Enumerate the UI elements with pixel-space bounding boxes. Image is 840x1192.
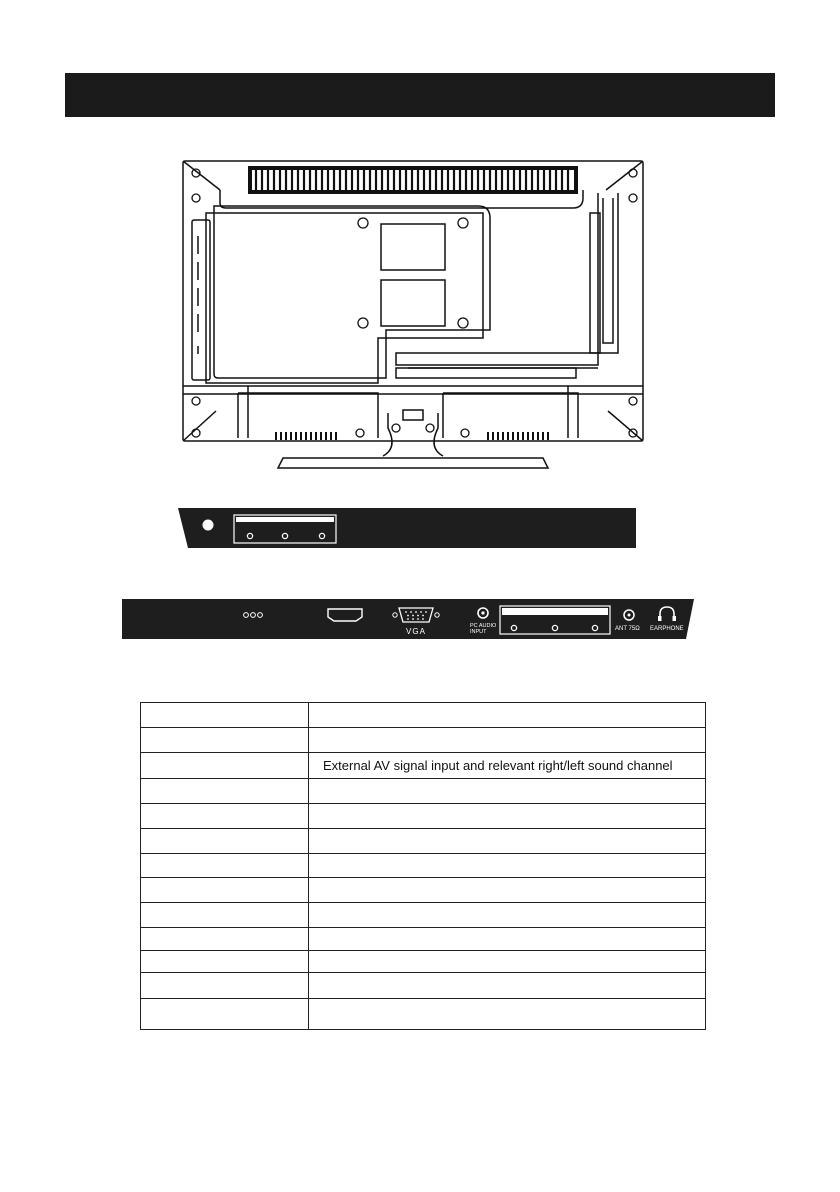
connector-name-cell [141, 779, 309, 804]
connector-name-cell [141, 753, 309, 779]
table-row [141, 728, 706, 753]
table-row [141, 779, 706, 804]
table-row [141, 951, 706, 973]
connector-description-cell [309, 878, 706, 903]
connector-name-cell [141, 903, 309, 928]
connector-description-cell [309, 703, 706, 728]
table-row [141, 804, 706, 829]
table-row [141, 854, 706, 878]
table-row [141, 829, 706, 854]
connector-name-cell [141, 728, 309, 753]
connector-description-cell [309, 779, 706, 804]
connector-description-cell [309, 829, 706, 854]
connector-description-cell [309, 973, 706, 999]
connector-name-cell [141, 703, 309, 728]
table-row [141, 753, 706, 779]
table-row [141, 928, 706, 951]
connector-name-cell [141, 999, 309, 1030]
pc-audio-label-line1: PC AUDIO [470, 623, 497, 629]
connector-name-cell [141, 804, 309, 829]
pc-audio-label-line2: INPUT [470, 629, 487, 635]
table-row [141, 703, 706, 728]
section-header-bar [65, 73, 775, 117]
connector-name-cell [141, 829, 309, 854]
table-row [141, 903, 706, 928]
connector-name-cell [141, 878, 309, 903]
connection-table [140, 702, 706, 1030]
side-av-panel-illustration [178, 505, 638, 551]
table-row [141, 999, 706, 1030]
earphone-label: EARPHONE [650, 626, 684, 632]
connector-description-cell [309, 854, 706, 878]
rear-connector-panel [120, 597, 696, 642]
connector-description-cell [309, 951, 706, 973]
connector-name-cell [141, 951, 309, 973]
connector-name-cell [141, 973, 309, 999]
connector-name-cell [141, 854, 309, 878]
connector-description-cell: External AV signal input and relevant right/left sound channel [309, 753, 706, 779]
connector-description-cell [309, 804, 706, 829]
connector-description-cell [309, 928, 706, 951]
vga-label: VGA [406, 627, 426, 636]
connector-description-cell [309, 903, 706, 928]
table-row [141, 973, 706, 999]
connector-description-cell [309, 999, 706, 1030]
antenna-label: ANT 75Ω [615, 626, 640, 632]
table-row [141, 878, 706, 903]
connector-name-cell [141, 928, 309, 951]
connector-description-cell [309, 728, 706, 753]
tv-rear-illustration [178, 158, 648, 473]
